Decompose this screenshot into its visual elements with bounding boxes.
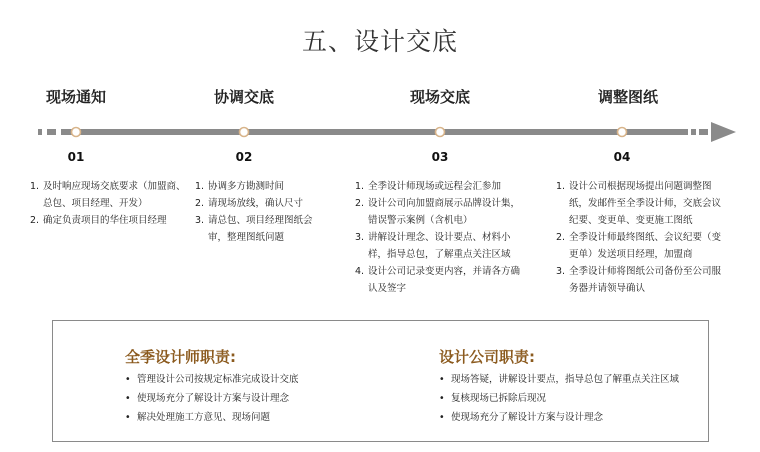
- step-number-4: 04: [613, 150, 631, 164]
- item-number: 2.: [355, 198, 365, 209]
- item-number: 2.: [195, 198, 205, 209]
- list-item: [556, 178, 728, 229]
- company-role-title: 设计公司职责:: [439, 348, 535, 366]
- item-text: 协调多方勘测时间: [208, 181, 285, 192]
- step-number-3: 03: [431, 150, 449, 164]
- item-number: 1.: [195, 181, 205, 192]
- timeline-node-3: [436, 128, 445, 137]
- list-item: [355, 178, 525, 195]
- list-item: [556, 263, 728, 297]
- item-text: 及时响应现场交底要求（加盟商、总包、项目经理、开发）: [43, 181, 186, 209]
- item-text: 讲解设计理念、设计要点、材料小样，指导总包，了解重点关注区域: [368, 232, 511, 260]
- timeline-node-2: [240, 128, 249, 137]
- list-item: [30, 212, 186, 229]
- timeline-dash-left-2: [47, 129, 56, 135]
- item-text: 全季设计师将图纸公司备份至公司服务器并请领导确认: [569, 266, 722, 294]
- timeline-dash-right-2: [699, 129, 708, 135]
- list-item: • 使现场充分了解设计方案与设计理念: [125, 389, 365, 408]
- designer-duties-list: [125, 370, 365, 427]
- step-3-list: [355, 178, 525, 297]
- item-text: 设计公司记录变更内容，并请各方确认及签字: [368, 266, 521, 294]
- list-item: [195, 212, 325, 246]
- step-label-2: 协调交底: [213, 88, 275, 106]
- list-item: • 管理设计公司按规定标准完成设计交底: [125, 370, 365, 389]
- item-number: 4.: [355, 266, 365, 277]
- list-item: • 复核现场已拆除后现况: [439, 389, 701, 408]
- step-label-1: 现场通知: [45, 88, 107, 106]
- item-text: 设计公司根据现场提出问题调整图纸，发邮件至全季设计师，交底会议纪要、变更单、变更施工图纸: [569, 181, 722, 226]
- item-text: 全季设计师现场或远程会汇参加: [368, 181, 502, 192]
- step-label-3: 现场交底: [409, 88, 471, 106]
- timeline-arrow-icon: [711, 122, 736, 142]
- responsibilities-box: [52, 320, 709, 442]
- step-1-list: [30, 178, 186, 229]
- list-item: [355, 229, 525, 263]
- item-text: 全季设计师最终图纸、会议纪要（变更单）发送项目经理，加盟商: [569, 232, 722, 260]
- item-number: 2.: [30, 215, 40, 226]
- step-number-1: 01: [67, 150, 85, 164]
- timeline-node-4: [618, 128, 627, 137]
- timeline-dash-left-1: [38, 129, 42, 135]
- step-label-4: 调整图纸: [597, 88, 659, 106]
- list-item: [30, 178, 186, 212]
- item-number: 2.: [556, 232, 566, 243]
- step-2-list: [195, 178, 325, 246]
- list-item: [556, 229, 728, 263]
- list-item: • 使现场充分了解设计方案与设计理念: [439, 408, 701, 427]
- list-item: [195, 178, 325, 195]
- company-duties-list: [439, 370, 701, 427]
- list-item: • 现场答疑，讲解设计要点，指导总包了解重点关注区域: [439, 370, 701, 389]
- step-number-2: 02: [235, 150, 253, 164]
- item-number: 1.: [30, 181, 40, 192]
- item-text: 请总包、项目经理图纸会审，整理图纸问题: [208, 215, 313, 243]
- page-title: 五、设计交底: [301, 27, 458, 56]
- item-number: 1.: [355, 181, 365, 192]
- step-4-list: [556, 178, 728, 297]
- list-item: [355, 195, 525, 229]
- timeline: [0, 118, 760, 148]
- item-text: 设计公司向加盟商展示品牌设计集，错误警示案例（含机电）: [368, 198, 521, 226]
- item-number: 3.: [355, 232, 365, 243]
- item-number: 3.: [195, 215, 205, 226]
- list-item: • 解决处理施工方意见、现场问题: [125, 408, 365, 427]
- list-item: [195, 195, 325, 212]
- item-text: 请现场放线，确认尺寸: [208, 198, 304, 209]
- item-number: 3.: [556, 266, 566, 277]
- timeline-bar: [61, 129, 688, 135]
- item-number: 1.: [556, 181, 566, 192]
- timeline-dash-right-1: [691, 129, 696, 135]
- list-item: [355, 263, 525, 297]
- designer-role-title: 全季设计师职责:: [125, 348, 236, 366]
- item-text: 确定负责项目的华住项目经理: [43, 215, 167, 226]
- timeline-node-1: [72, 128, 81, 137]
